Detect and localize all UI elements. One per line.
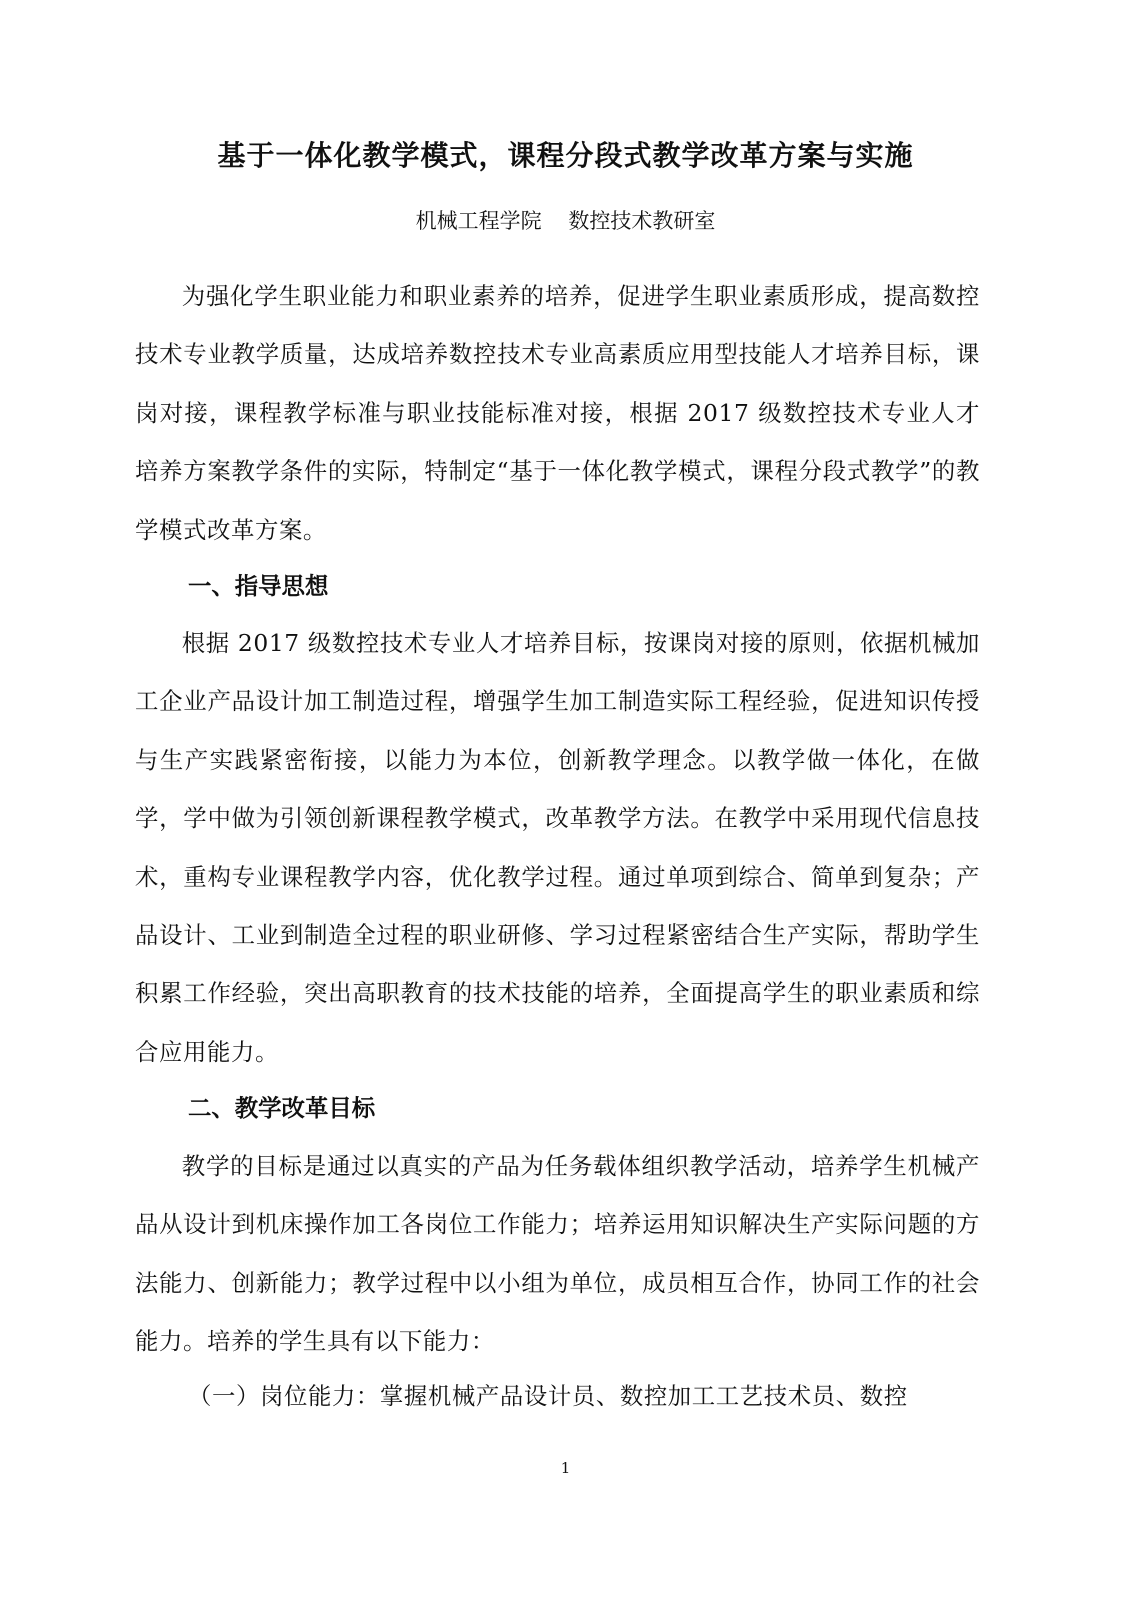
page-number: 1 xyxy=(560,1459,571,1477)
section-heading-1: 一、指导思想 xyxy=(188,572,329,600)
section-body-2: 教学的目标是通过以真实的产品为任务载体组织教学活动，培养学生机械产品从设计到机床操作加工各岗位工作能力；培养运用知识解决生产实际问题的方法能力、创新能力；教学过程中以小组为单位，成员相互合作，协同工作的社会能力。培养的学生具有以下能力： xyxy=(135,1152,980,1356)
sub-item-1: （一）岗位能力：掌握机械产品设计员、数控加工工艺技术员、数控 xyxy=(188,1382,908,1410)
intro-paragraph: 为强化学生职业能力和职业素养的培养，促进学生职业素质形成，提高数控技术专业教学质量，达成培养数控技术专业高素质应用型技能人才培养目标，课岗对接，课程教学标准与职业技能标准对接，根据 2017 级数控技术专业人才培养方案教学条件的实际，特制定“基于一体化教学模式，课程分段式教学”的教学模式改革方案。 xyxy=(135,282,980,544)
section-body-1: 根据 2017 级数控技术专业人才培养目标，按课岗对接的原则，依据机械加工企业产品设计加工制造过程，增强学生加工制造实际工程经验，促进知识传授与生产实践紧密衔接，以能力为本位，创新教学理念。以教学做一体化，在做学，学中做为引领创新课程教学模式，改革教学方法。在教学中采用现代信息技术，重构专业课程教学内容，优化教学过程。通过单项到综合、简单到复杂；产品设计、工业到制造全过程的职业研修、学习过程紧密结合生产实际，帮助学生积累工作经验，突出高职教育的技术技能的培养，全面提高学生的职业素质和综合应用能力。 xyxy=(135,629,980,1066)
document-title: 基于一体化教学模式，课程分段式教学改革方案与实施 xyxy=(217,139,914,172)
section-heading-2: 二、教学改革目标 xyxy=(188,1094,376,1122)
document-subtitle: 机械工程学院 数控技术教研室 xyxy=(415,209,716,233)
